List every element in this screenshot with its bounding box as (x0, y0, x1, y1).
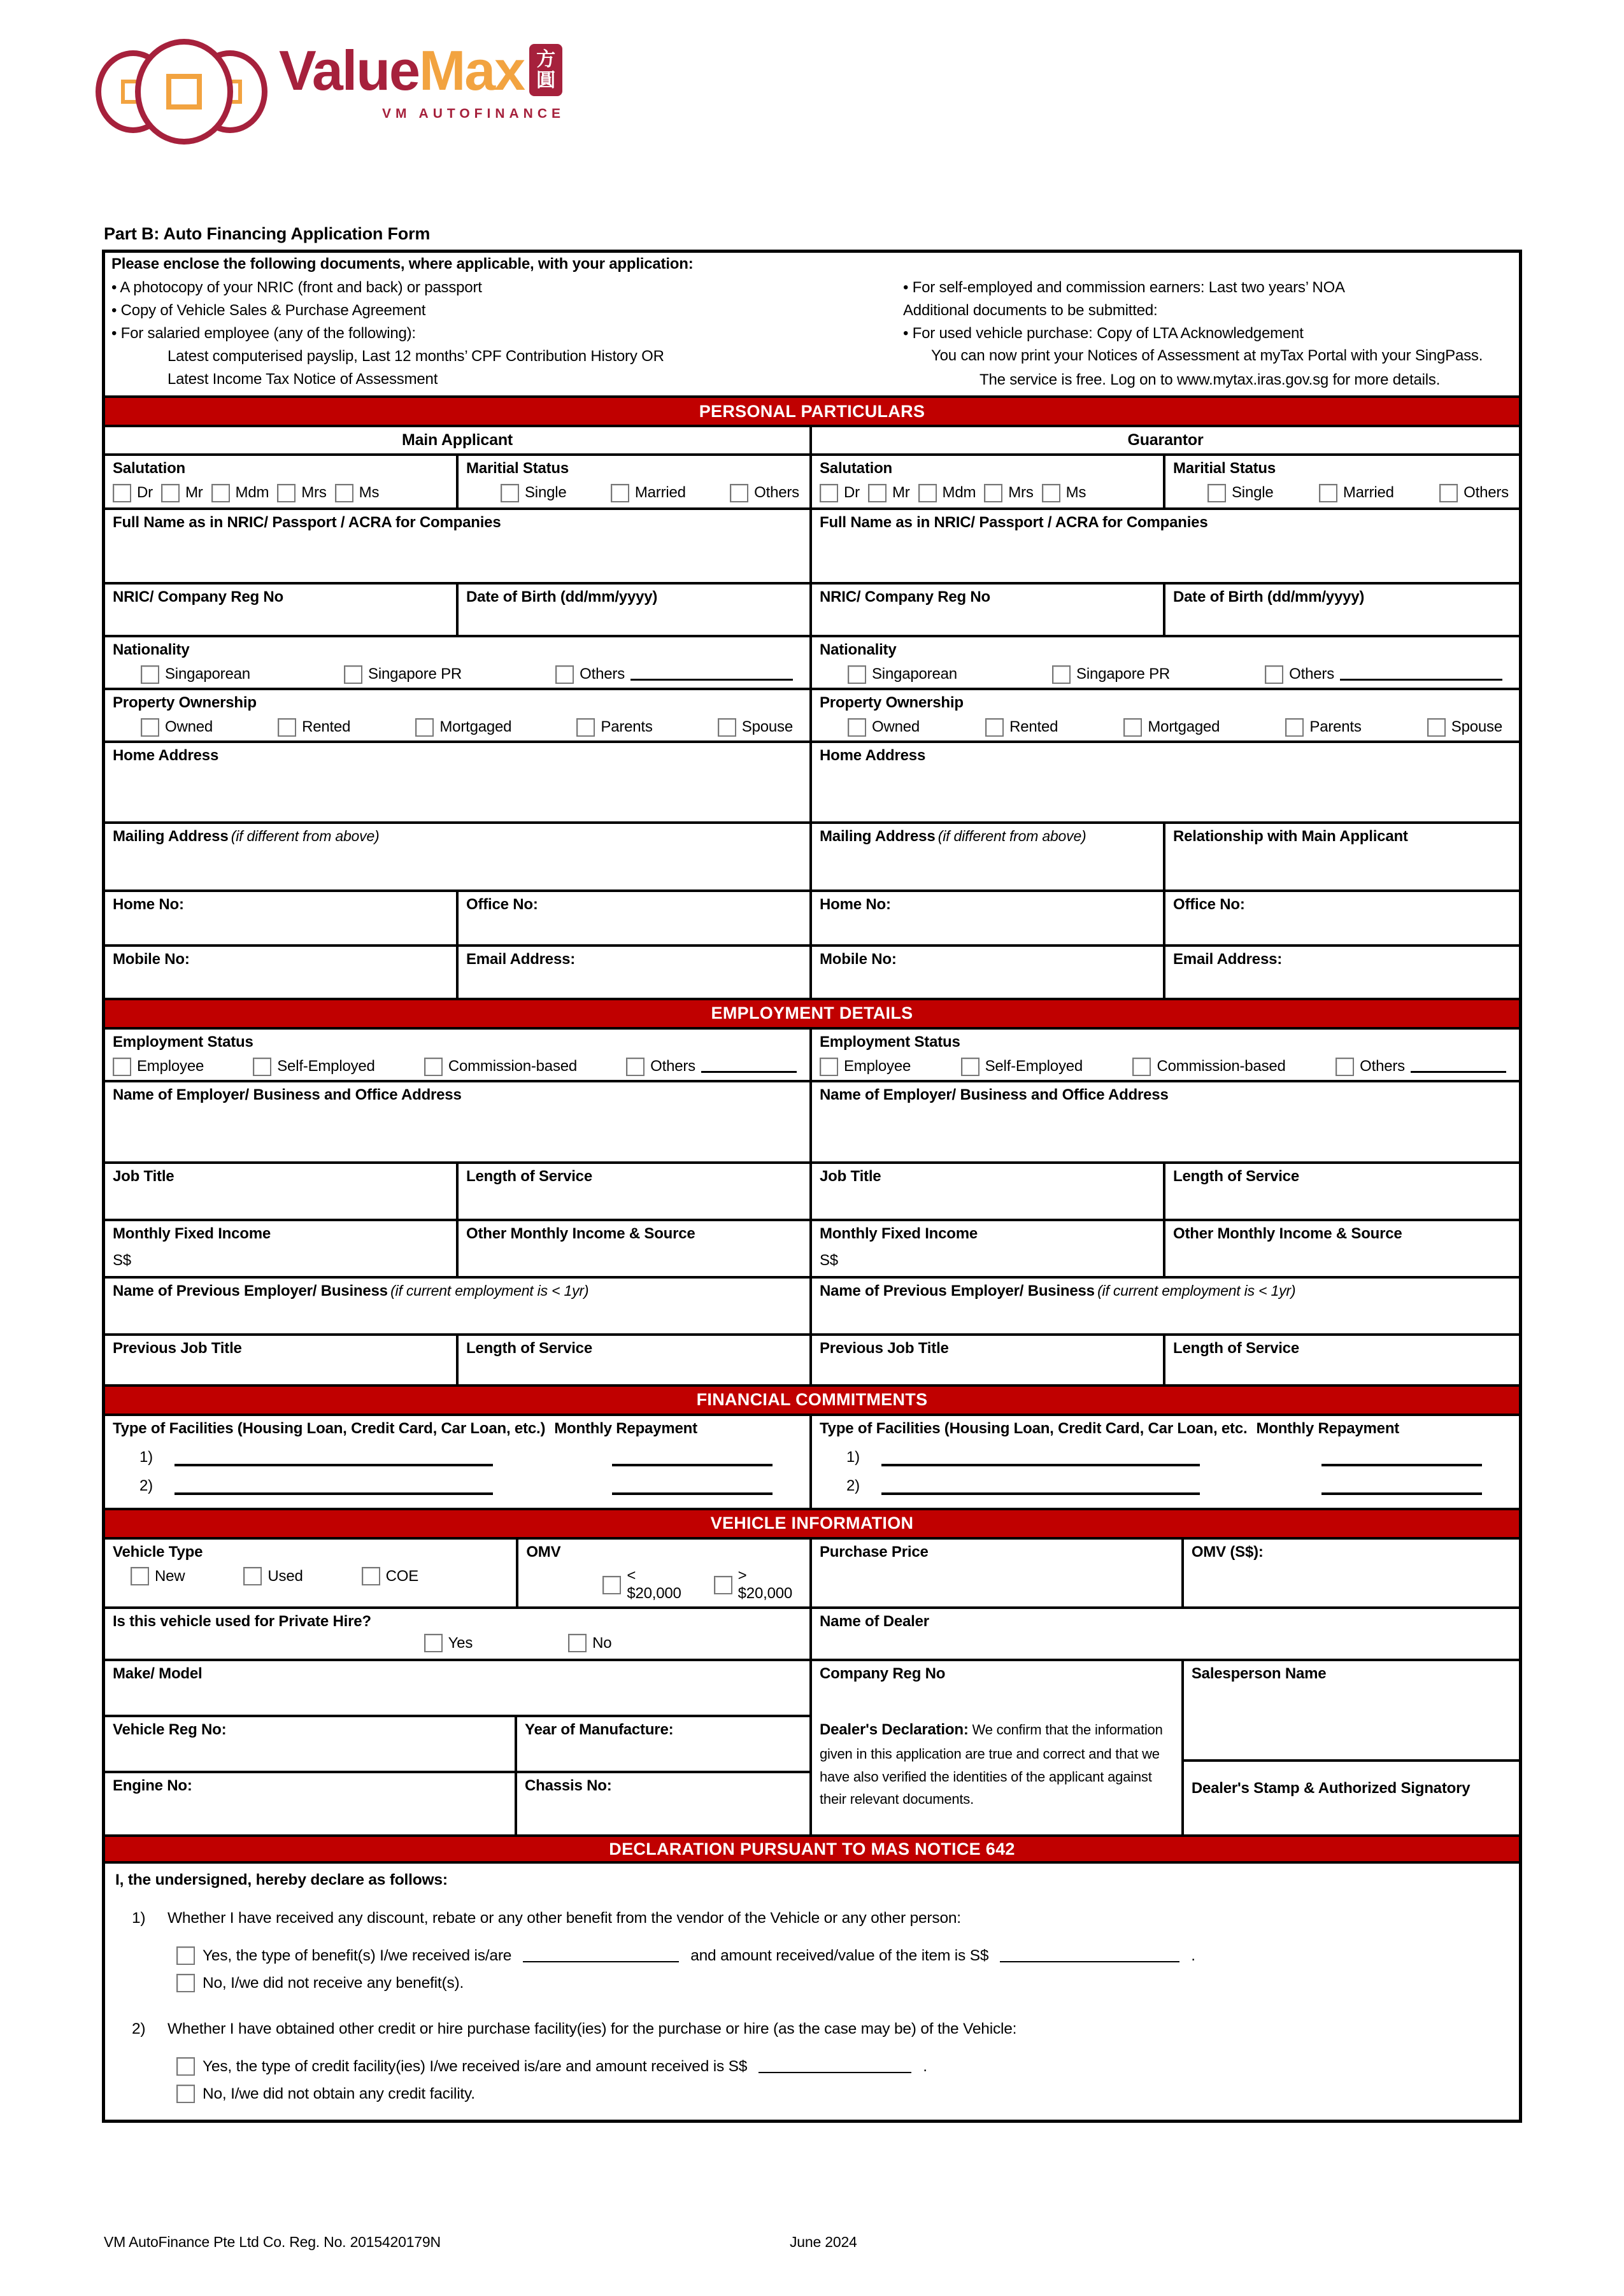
private-hire-cell: Is this vehicle used for Private Hire? Yes No (105, 1609, 812, 1659)
home-no-cell-main[interactable]: Home No: (105, 892, 459, 944)
dob-cell-main[interactable]: Date of Birth (dd/mm/yyyy) (459, 585, 812, 635)
doc-bullet: • Copy of Vehicle Sales & Purchase Agreement (111, 302, 426, 319)
option-label: Yes (448, 1634, 473, 1652)
checkbox-dr[interactable] (113, 484, 131, 502)
previous-job-cell-guarantor[interactable]: Previous Job Title (812, 1336, 1165, 1384)
option-label: Singaporean (165, 665, 250, 683)
checkbox-others[interactable] (626, 1058, 645, 1076)
option-label: Commission-based (448, 1058, 578, 1075)
relationship-cell[interactable]: Relationship with Main Applicant (1173, 827, 1408, 845)
checkbox-mdm[interactable] (211, 484, 230, 502)
previous-employer-cell-guarantor[interactable]: Name of Previous Employer/ Business (if current employment is < 1yr) (820, 1282, 1296, 1300)
section-header-vehicle-information: VEHICLE INFORMATION (105, 1510, 1519, 1540)
other-income-cell-main[interactable]: Other Monthly Income & Source (459, 1221, 812, 1276)
length-of-service-cell-main[interactable]: Length of Service (459, 1164, 812, 1219)
checkbox-mdm[interactable] (918, 484, 937, 502)
nric-dob-row (105, 585, 1519, 637)
option-label: Dr (844, 484, 860, 502)
option-label: New (155, 1567, 185, 1585)
dealer-declaration-label: Dealer's Declaration: (820, 1721, 969, 1739)
blank-line[interactable] (175, 1456, 493, 1466)
omv-cell: OMV < $20,000 > $20,000 (518, 1540, 812, 1607)
vehicle-type-cell: Vehicle Type New Used COE (105, 1540, 518, 1607)
mailing-address-row (105, 824, 1519, 892)
checkbox-benefit-no[interactable] (176, 1974, 195, 1992)
checkbox-owned[interactable] (848, 718, 866, 737)
declaration-item-2-no (176, 2085, 1509, 2103)
length-of-service-cell-guarantor[interactable]: Length of Service (1173, 1167, 1299, 1185)
mailing-note: (if different from above) (231, 827, 380, 844)
documents-heading: Please enclose the following documents, where applicable, with your application: (111, 255, 694, 273)
option-label: Employee (137, 1058, 204, 1075)
previous-length-cell-main[interactable]: Length of Service (459, 1336, 812, 1384)
blank-line[interactable] (612, 1485, 773, 1495)
option-label: Others (754, 484, 799, 502)
monthly-income-cell-main[interactable]: Monthly Fixed Income S$ (105, 1221, 459, 1276)
checkbox-others[interactable] (1265, 665, 1283, 684)
employment-status-row (105, 1030, 1519, 1082)
previous-employer-cell-main[interactable]: Name of Previous Employer/ Business (if current employment is < 1yr) (105, 1279, 812, 1333)
financial-commitments-row (105, 1416, 1519, 1510)
checkbox-omv-over-20000[interactable] (714, 1576, 732, 1594)
checkbox-married[interactable] (1319, 484, 1337, 502)
blank-line[interactable] (759, 2060, 911, 2073)
period: . (923, 2057, 927, 2075)
coin-icon (135, 39, 233, 145)
make-model-cell[interactable]: Make/ Model (105, 1661, 809, 1717)
checkbox-new[interactable] (131, 1567, 149, 1585)
option-label: Parents (601, 718, 653, 736)
mailing-note: (if different from above) (937, 827, 1086, 844)
mobile-no-cell-main[interactable]: Mobile No: (105, 947, 459, 998)
brand-subtitle: VM AUTOFINANCE (382, 106, 565, 121)
main-applicant-header: Main Applicant (105, 427, 812, 453)
email-cell-guarantor[interactable]: Email Address: (1173, 950, 1283, 968)
previous-employer-note: (if current employment is < 1yr) (1097, 1282, 1296, 1299)
guarantor-header: Guarantor (1127, 431, 1204, 449)
employer-cell-guarantor[interactable]: Name of Employer/ Business and Office Address (820, 1086, 1169, 1103)
mobile-email-row (105, 947, 1519, 1000)
previous-job-row (105, 1336, 1519, 1387)
section-header-declaration: DECLARATION PURSUANT TO MAS NOTICE 642 (105, 1834, 1519, 1864)
omv-sgd-cell[interactable]: OMV (S$): (1191, 1543, 1264, 1561)
option-label: Singapore PR (1076, 665, 1171, 683)
option-label: Others (1464, 484, 1509, 502)
doc-subline: Latest Income Tax Notice of Assessment (167, 371, 438, 388)
documents-note-box (105, 253, 1519, 398)
job-title-row (105, 1164, 1519, 1221)
option-label: Ms (359, 484, 380, 502)
blank-line[interactable] (701, 1061, 797, 1073)
mobile-no-cell-guarantor[interactable]: Mobile No: (812, 947, 1165, 998)
facilities-cell-main (105, 1416, 812, 1508)
option-label: Mrs (301, 484, 327, 502)
checkbox-employee[interactable] (820, 1058, 838, 1076)
section-header-financial-commitments: FINANCIAL COMMITMENTS (105, 1387, 1519, 1416)
option-label: Others (580, 665, 625, 683)
checkbox-credit-yes[interactable] (176, 2057, 195, 2076)
nationality-cell-main: Nationality Singaporean Singapore PR Others (105, 637, 812, 688)
option-label: Spouse (1451, 718, 1502, 736)
application-form-table (102, 250, 1522, 2123)
dealer-declaration-text: We confirm that the information given in this application are true and correct and that we have also verified the identities of the applicant against their relevant documents. (820, 1722, 1163, 1808)
option-label: Others (650, 1058, 695, 1075)
applicant-guarantor-header-row (105, 427, 1519, 456)
chassis-no-cell[interactable]: Chassis No: (525, 1777, 612, 1795)
property-cell-guarantor: Property Ownership Owned Rented Mortgaged Parents Spouse (820, 693, 1502, 736)
home-address-row (105, 743, 1519, 824)
repayment-label: Monthly Repayment (1256, 1419, 1400, 1437)
checkbox-parents[interactable] (1285, 718, 1304, 737)
checkbox-mortgaged[interactable] (415, 718, 434, 737)
option-label: Self-Employed (277, 1058, 375, 1075)
row-number: 2) (846, 1477, 860, 1494)
option-label: Owned (165, 718, 213, 736)
section-header-employment-details: EMPLOYMENT DETAILS (105, 1000, 1519, 1030)
option-label: Others (1360, 1058, 1405, 1075)
dealer-declaration (820, 1718, 1174, 1811)
dealer-stamp-cell[interactable]: Dealer's Stamp & Authorized Signatory (1191, 1780, 1471, 1797)
blank-line[interactable] (612, 1456, 773, 1466)
valuemax-logo (96, 35, 580, 156)
employment-status-cell-main: Employment Status Employee Self-Employed Commission-based Others (105, 1030, 812, 1080)
full-name-cell-guarantor[interactable]: Full Name as in NRIC/ Passport / ACRA for Companies (820, 514, 1208, 531)
salutation-cell-guarantor: Salutation Dr Mr Mdm Mrs Ms (812, 456, 1165, 507)
page-title: Part B: Auto Financing Application Form (104, 224, 431, 243)
monthly-income-cell-guarantor[interactable]: Monthly Fixed Income S$ (812, 1221, 1165, 1276)
option-label: Used (267, 1567, 303, 1585)
checkbox-others[interactable] (730, 484, 748, 502)
doc-bullet: • A photocopy of your NRIC (front and back) or passport (111, 279, 482, 296)
email-cell-main[interactable]: Email Address: (459, 947, 812, 998)
vehicle-details-composite-row (105, 1661, 1519, 1834)
vehicle-type-row (105, 1540, 1519, 1610)
home-address-cell-guarantor[interactable]: Home Address (820, 746, 926, 764)
item-number: 1) (132, 1910, 146, 1927)
previous-employer-row (105, 1279, 1519, 1336)
checkbox-singapore-pr[interactable] (344, 665, 362, 684)
no-text: No, I/we did not obtain any credit facility. (203, 2085, 475, 2102)
property-ownership-row (105, 690, 1519, 743)
row-number: 2) (139, 1477, 153, 1494)
blank-line[interactable] (881, 1456, 1200, 1466)
checkbox-ms[interactable] (335, 484, 353, 502)
checkbox-mrs[interactable] (277, 484, 296, 502)
documents-right-column (903, 274, 1513, 389)
company-reg-label: Company Reg No (820, 1665, 946, 1683)
doc-subline: The service is free. Log on to www.mytax.iras.gov.sg for more details. (979, 371, 1441, 388)
checkbox-omv-under-20000[interactable] (602, 1576, 621, 1594)
checkbox-single[interactable] (1207, 484, 1226, 502)
nationality-row (105, 637, 1519, 690)
blank-line[interactable] (1411, 1061, 1506, 1073)
blank-line[interactable] (881, 1485, 1200, 1495)
facilities-label: Type of Facilities (Housing Loan, Credit Card, Car Loan, etc.) (113, 1419, 546, 1437)
doc-bullet: • For salaried employee (any of the following): (111, 325, 416, 342)
year-of-manufacture-cell[interactable]: Year of Manufacture: (525, 1721, 674, 1739)
salesperson-cell[interactable]: Salesperson Name (1184, 1661, 1519, 1762)
currency-prefix: S$ (820, 1252, 838, 1270)
blank-line[interactable] (1321, 1485, 1482, 1495)
checkbox-mr[interactable] (161, 484, 180, 502)
item-text: Whether I have received any discount, rebate or any other benefit from the vendor of the Vehicle or any other person: (167, 1910, 961, 1927)
checkbox-dr[interactable] (820, 484, 838, 502)
nric-cell-guarantor[interactable]: NRIC/ Company Reg No (812, 585, 1165, 635)
blank-line[interactable] (1321, 1456, 1482, 1466)
option-label: Mr (892, 484, 910, 502)
salutation-cell-main: Salutation Dr Mr Mdm Mrs Ms (105, 456, 459, 507)
marital-status-cell-guarantor: Maritial Status Single Married Others (1173, 460, 1509, 502)
option-label: Owned (872, 718, 920, 736)
blank-line[interactable] (1000, 1950, 1179, 1962)
checkbox-rented[interactable] (278, 718, 296, 737)
coins-icon (96, 39, 267, 141)
checkbox-owned[interactable] (141, 718, 159, 737)
option-label: Mortgaged (1148, 718, 1220, 736)
marital-status-cell-main: Maritial Status Single Married Others (459, 456, 812, 507)
dob-cell-guarantor[interactable]: Date of Birth (dd/mm/yyyy) (1173, 588, 1365, 606)
checkbox-credit-no[interactable] (176, 2085, 195, 2103)
checkbox-self-employed[interactable] (253, 1058, 271, 1076)
option-label: No (592, 1634, 612, 1652)
brand-seal-icon: 方 圓 (529, 44, 562, 96)
option-label: Mr (185, 484, 203, 502)
salutation-marital-row (105, 456, 1519, 510)
previous-length-cell-guarantor[interactable]: Length of Service (1173, 1339, 1299, 1357)
checkbox-rented[interactable] (985, 718, 1004, 737)
option-label: COE (385, 1567, 419, 1585)
footer-date: June 2024 (790, 2234, 857, 2250)
property-cell-main: Property Ownership Owned Rented Mortgaged Parents Spouse (105, 690, 812, 741)
row-number: 1) (139, 1448, 153, 1466)
option-label: Mrs (1008, 484, 1034, 502)
option-label: Employee (844, 1058, 911, 1075)
checkbox-mortgaged[interactable] (1123, 718, 1142, 737)
facilities-label: Type of Facilities (Housing Loan, Credit Card, Car Loan, etc. (820, 1419, 1248, 1437)
job-title-cell-main[interactable]: Job Title (105, 1164, 459, 1219)
option-label: Single (525, 484, 567, 502)
option-label: Single (1232, 484, 1274, 502)
income-row (105, 1221, 1519, 1279)
declaration-section (105, 1864, 1519, 2120)
checkbox-others[interactable] (1439, 484, 1458, 502)
option-label: Others (1289, 665, 1334, 683)
section-header-personal-particulars: PERSONAL PARTICULARS (105, 398, 1519, 427)
checkbox-married[interactable] (611, 484, 629, 502)
option-label: Mdm (942, 484, 976, 502)
home-office-no-row (105, 892, 1519, 947)
declaration-item-1-no (176, 1974, 1509, 1992)
private-hire-row (105, 1609, 1519, 1661)
checkbox-mrs[interactable] (984, 484, 1002, 502)
nric-cell-main[interactable]: NRIC/ Company Reg No (105, 585, 459, 635)
checkbox-single[interactable] (501, 484, 519, 502)
blank-line[interactable] (630, 669, 793, 681)
yes-text: Yes, the type of benefit(s) I/we received is/are (203, 1946, 512, 1964)
option-label: Ms (1065, 484, 1086, 502)
checkbox-others[interactable] (1336, 1058, 1354, 1076)
checkbox-spouse[interactable] (718, 718, 736, 737)
doc-bullet: • For self-employed and commission earners: Last two years’ NOA (903, 279, 1345, 296)
yes-text: Yes, the type of credit facility(ies) I/we received is/are and amount received is S$ (203, 2057, 748, 2075)
nationality-cell-guarantor: Nationality Singaporean Singapore PR Others (812, 637, 1519, 688)
doc-subline: You can now print your Notices of Assessment at myTax Portal with your SingPass. (931, 347, 1483, 364)
yes-text: and amount received/value of the item is S$ (690, 1946, 989, 1964)
employer-cell-main[interactable]: Name of Employer/ Business and Office Address (105, 1082, 812, 1161)
blank-line[interactable] (523, 1950, 679, 1962)
option-label: Dr (137, 484, 153, 502)
option-label: > $20,000 (737, 1567, 793, 1603)
full-name-cell-main[interactable]: Full Name as in NRIC/ Passport / ACRA for Companies (105, 510, 812, 582)
checkbox-used[interactable] (243, 1567, 262, 1585)
previous-employer-note: (if current employment is < 1yr) (390, 1282, 589, 1299)
full-name-row (105, 510, 1519, 585)
checkbox-employee[interactable] (113, 1058, 131, 1076)
option-label: Parents (1309, 718, 1362, 736)
previous-job-cell-main[interactable]: Previous Job Title (105, 1336, 459, 1384)
option-label: < $20,000 (627, 1567, 681, 1603)
option-label: Married (1343, 484, 1394, 502)
item-number: 2) (132, 2020, 146, 2038)
repayment-label: Monthly Repayment (554, 1419, 697, 1437)
employment-status-cell-guarantor: Employment Status Employee Self-Employed Commission-based Others (812, 1030, 1519, 1080)
checkbox-self-employed[interactable] (961, 1058, 979, 1076)
engine-no-cell[interactable]: Engine No: (105, 1773, 517, 1834)
option-label: Self-Employed (985, 1058, 1083, 1075)
blank-line[interactable] (175, 1485, 493, 1495)
row-number: 1) (846, 1448, 860, 1466)
office-no-cell-main[interactable]: Office No: (459, 892, 812, 944)
job-title-cell-guarantor[interactable]: Job Title (812, 1164, 1165, 1219)
currency-prefix: S$ (113, 1252, 131, 1270)
checkbox-ms[interactable] (1042, 484, 1060, 502)
declaration-item-1-yes (176, 1946, 1509, 1965)
brand-max: Max (418, 39, 525, 102)
checkbox-singaporean[interactable] (141, 665, 159, 684)
vehicle-details-right (812, 1661, 1519, 1834)
option-label: Mdm (235, 484, 269, 502)
blank-line[interactable] (1340, 669, 1502, 681)
option-label: Rented (302, 718, 351, 736)
declaration-item-2 (115, 2020, 1509, 2038)
checkbox-singaporean[interactable] (848, 665, 866, 684)
checkbox-spouse[interactable] (1427, 718, 1446, 737)
home-address-cell-main[interactable]: Home Address (105, 743, 812, 821)
brand-wordmark (279, 39, 562, 102)
declaration-item-1 (115, 1910, 1509, 1927)
company-reg-dealer-declaration-cell (812, 1661, 1184, 1834)
checkbox-commission-based[interactable] (1132, 1058, 1151, 1076)
item-text: Whether I have obtained other credit or hire purchase facility(ies) for the purchase or hire (as the case may be) of the Vehicle: (167, 2020, 1017, 2038)
no-text: No, I/we did not receive any benefit(s). (203, 1974, 464, 1992)
documents-left-column (111, 274, 903, 389)
office-no-cell-guarantor[interactable]: Office No: (1173, 895, 1245, 913)
mailing-address-cell-guarantor[interactable]: Mailing Address (if different from above) (812, 824, 1165, 889)
brand-value: Value (279, 39, 419, 102)
purchase-price-cell[interactable]: Purchase Price (812, 1540, 1184, 1607)
mailing-address-cell-main[interactable]: Mailing Address (if different from above) (105, 824, 812, 889)
checkbox-mr[interactable] (868, 484, 887, 502)
other-income-cell-guarantor[interactable]: Other Monthly Income & Source (1173, 1224, 1402, 1242)
checkbox-coe[interactable] (362, 1567, 380, 1585)
checkbox-others[interactable] (555, 665, 574, 684)
home-no-cell-guarantor[interactable]: Home No: (812, 892, 1165, 944)
declaration-item-2-yes (176, 2057, 1509, 2076)
checkbox-yes[interactable] (424, 1634, 443, 1652)
checkbox-singapore-pr[interactable] (1052, 665, 1071, 684)
checkbox-benefit-yes[interactable] (176, 1946, 195, 1965)
vehicle-details-left (105, 1661, 812, 1834)
option-label: Commission-based (1157, 1058, 1286, 1075)
declaration-intro: I, the undersigned, hereby declare as follows: (115, 1871, 448, 1889)
facilities-cell-guarantor (812, 1416, 1519, 1508)
dealer-name-cell[interactable]: Name of Dealer (820, 1613, 929, 1631)
employer-row (105, 1082, 1519, 1164)
option-label: Married (634, 484, 686, 502)
option-label: Singapore PR (368, 665, 462, 683)
checkbox-parents[interactable] (576, 718, 595, 737)
vehicle-reg-cell[interactable]: Vehicle Reg No: (105, 1717, 517, 1771)
option-label: Mortgaged (439, 718, 512, 736)
doc-line: Additional documents to be submitted: (903, 302, 1158, 319)
checkbox-commission-based[interactable] (424, 1058, 443, 1076)
doc-bullet: • For used vehicle purchase: Copy of LTA Acknowledgement (903, 325, 1304, 342)
option-label: Rented (1009, 718, 1058, 736)
footer-company-reg: VM AutoFinance Pte Ltd Co. Reg. No. 2015420179N (104, 2234, 441, 2250)
period: . (1191, 1946, 1195, 1964)
option-label: Spouse (741, 718, 793, 736)
option-label: Singaporean (872, 665, 957, 683)
checkbox-no[interactable] (568, 1634, 587, 1652)
doc-subline: Latest computerised payslip, Last 12 months’ CPF Contribution History OR (167, 348, 664, 365)
